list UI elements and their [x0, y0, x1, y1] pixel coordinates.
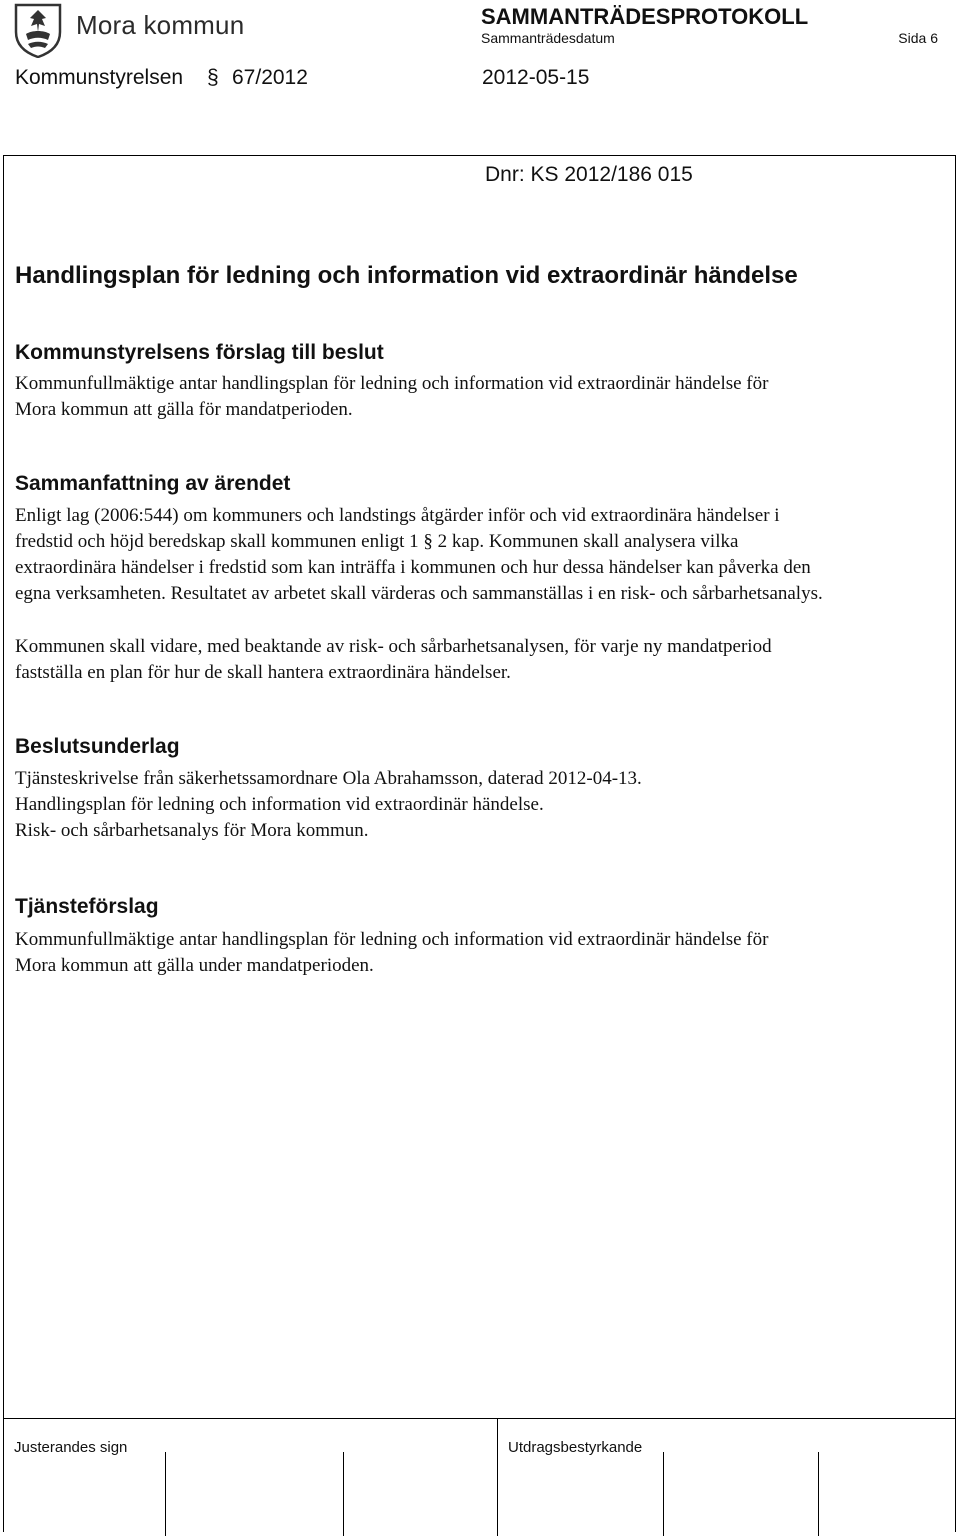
signature-box-divider	[343, 1452, 344, 1536]
committee-name: Kommunstyrelsen	[15, 66, 184, 89]
section-number: 67/2012	[232, 66, 308, 89]
justerandes-sign-label: Justerandes sign	[14, 1439, 128, 1456]
footer-center-divider	[497, 1418, 498, 1536]
case-title: Handlingsplan för ledning och information vid extraordinär händelse	[15, 262, 798, 289]
text-tjansteforslag: Kommunfullmäktige antar handlingsplan för ledning och information vid extraordinär händelse för Mora kommun att gälla under mandatperioden.	[15, 929, 769, 976]
document-type: SAMMANTRÄDESPROTOKOLL	[481, 4, 809, 29]
heading-tjansteforslag: Tjänsteförslag	[15, 895, 159, 918]
text-sammanfattning-1: Enligt lag (2006:544) om kommuners och landstings åtgärder inför och vid extraordinära händelser i fredstid och höjd beredskap skall kommunen enligt 1 § 2 kap. Kommunen skall analysera vilka extraordinära händelser i fredstid som kan inträffa i kommunen och hur dessa händelser kan påverka den egna verksamheten. Resultatet av arbetet skall värderas och sammanställas i en risk- och sårbarhetsanalys.	[15, 505, 823, 604]
signature-box-divider	[818, 1452, 819, 1536]
case-number: Dnr: KS 2012/186 015	[485, 163, 693, 186]
text-forslag: Kommunfullmäktige antar handlingsplan för ledning och information vid extraordinär händelse för Mora kommun att gälla för mandatperioden.	[15, 373, 769, 420]
signature-box-divider	[165, 1452, 166, 1536]
page-number: Sida 6	[898, 30, 938, 46]
paragraph-symbol: §	[207, 66, 219, 89]
utdragsbestyrkande-label: Utdragsbestyrkande	[508, 1439, 643, 1456]
text-sammanfattning-2: Kommunen skall vidare, med beaktande av risk- och sårbarhetsanalysen, för varje ny mandatperiod fastställa en plan för hur de skall hantera extraordinära händelser.	[15, 636, 772, 683]
mora-coat-of-arms-logo-icon	[12, 2, 64, 58]
signature-box-divider	[663, 1452, 664, 1536]
brand-name: Mora kommun	[76, 10, 245, 40]
footer-divider	[3, 1418, 956, 1419]
text-beslutsunderlag: Tjänsteskrivelse från säkerhetssamordnare Ola Abrahamsson, daterad 2012-04-13. Handlingsplan för ledning och information vid extraordinär händelse. Risk- och sårbarhetsanalys för Mora kommun.	[15, 768, 642, 841]
meeting-date: 2012-05-15	[482, 66, 590, 89]
meeting-date-label: Sammanträdesdatum	[481, 30, 615, 46]
heading-forslag: Kommunstyrelsens förslag till beslut	[15, 341, 384, 364]
heading-sammanfattning: Sammanfattning av ärendet	[15, 472, 291, 495]
heading-beslutsunderlag: Beslutsunderlag	[15, 735, 180, 758]
